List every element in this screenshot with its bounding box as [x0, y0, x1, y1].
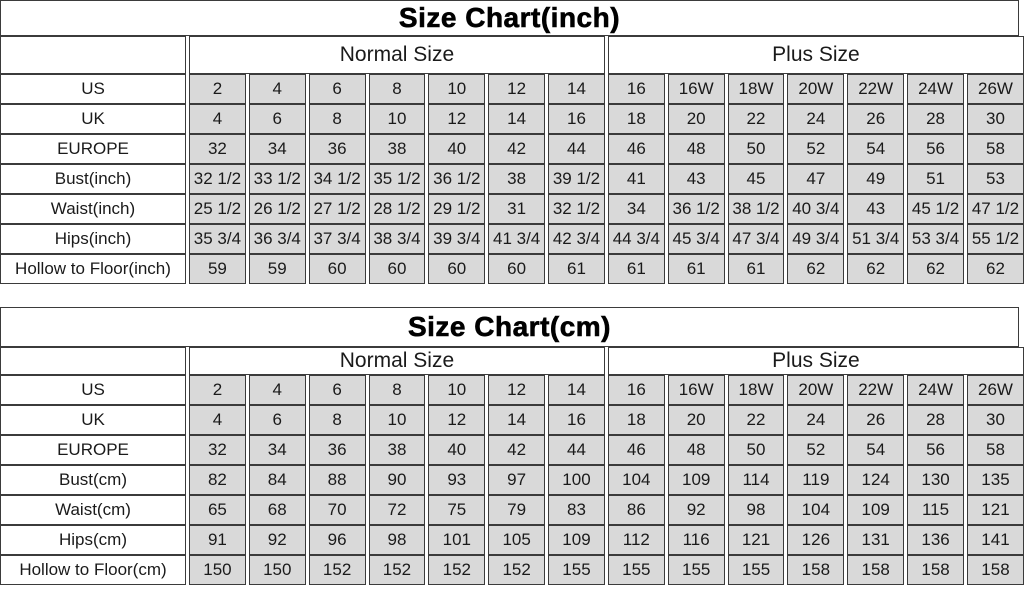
table-cell: 109: [548, 525, 605, 555]
table-cell: 22W: [847, 74, 904, 104]
group-header-row: [0, 36, 1024, 74]
table-cell: 135: [967, 465, 1024, 495]
table-cell: 51 3/4: [847, 224, 904, 254]
row-label: US: [0, 375, 186, 405]
table-row: [0, 405, 1024, 435]
table-cell: 24: [787, 405, 844, 435]
row-label: EUROPE: [0, 435, 186, 465]
table-cell: 158: [967, 555, 1024, 585]
size-chart-inch-title: Size Chart(inch): [0, 0, 1019, 36]
table-cell: 36: [309, 134, 366, 164]
table-cell: 34: [249, 134, 306, 164]
table-cell: 155: [668, 555, 725, 585]
table-cell: 6: [309, 375, 366, 405]
table-cell: 22: [728, 405, 785, 435]
table-cell: 97: [488, 465, 545, 495]
table-cell: 130: [907, 465, 964, 495]
table-cell: 8: [369, 375, 426, 405]
table-row: [0, 465, 1024, 495]
table-cell: 18: [608, 405, 665, 435]
row-label: US: [0, 74, 186, 104]
table-cell: 150: [249, 555, 306, 585]
row-label: Hips(inch): [0, 224, 186, 254]
table-cell: 32: [189, 435, 246, 465]
table-cell: 44: [548, 134, 605, 164]
table-cell: 28: [907, 405, 964, 435]
table-cell: 56: [907, 134, 964, 164]
table-cell: 45: [728, 164, 785, 194]
table-cell: 26 1/2: [249, 194, 306, 224]
table-cell: 20: [668, 405, 725, 435]
table-cell: 34: [608, 194, 665, 224]
size-chart-inch-section: [0, 0, 1019, 284]
row-label: Hollow to Floor(cm): [0, 555, 186, 585]
table-cell: 98: [369, 525, 426, 555]
table-cell: 42: [488, 435, 545, 465]
corner-cell: [0, 36, 186, 74]
table-cell: 47 3/4: [728, 224, 785, 254]
table-cell: 48: [668, 435, 725, 465]
table-cell: 75: [428, 495, 485, 525]
table-row: [0, 254, 1024, 284]
table-cell: 59: [189, 254, 246, 284]
row-label: Bust(inch): [0, 164, 186, 194]
table-cell: 155: [608, 555, 665, 585]
table-cell: 61: [608, 254, 665, 284]
table-cell: 14: [488, 405, 545, 435]
table-cell: 41: [608, 164, 665, 194]
table-cell: 52: [787, 134, 844, 164]
table-row: [0, 375, 1024, 405]
table-cell: 20W: [787, 74, 844, 104]
table-cell: 46: [608, 134, 665, 164]
table-cell: 50: [728, 134, 785, 164]
table-cell: 38 3/4: [369, 224, 426, 254]
group-header-row: [0, 347, 1024, 375]
table-cell: 18W: [728, 74, 785, 104]
table-cell: 45 3/4: [668, 224, 725, 254]
table-cell: 62: [847, 254, 904, 284]
table-cell: 14: [488, 104, 545, 134]
size-chart-cm-section: [0, 307, 1019, 585]
table-cell: 124: [847, 465, 904, 495]
row-label: EUROPE: [0, 134, 186, 164]
table-cell: 24: [787, 104, 844, 134]
table-cell: 121: [728, 525, 785, 555]
table-cell: 105: [488, 525, 545, 555]
table-cell: 40: [428, 435, 485, 465]
table-cell: 12: [428, 405, 485, 435]
table-cell: 38: [369, 134, 426, 164]
table-cell: 26W: [967, 74, 1024, 104]
table-cell: 54: [847, 134, 904, 164]
table-cell: 92: [249, 525, 306, 555]
table-cell: 10: [369, 405, 426, 435]
table-cell: 36 1/2: [428, 164, 485, 194]
table-cell: 31: [488, 194, 545, 224]
table-cell: 96: [309, 525, 366, 555]
table-cell: 72: [369, 495, 426, 525]
table-cell: 37 3/4: [309, 224, 366, 254]
table-cell: 93: [428, 465, 485, 495]
table-cell: 22W: [847, 375, 904, 405]
table-cell: 82: [189, 465, 246, 495]
row-label: Hollow to Floor(inch): [0, 254, 186, 284]
table-cell: 4: [189, 104, 246, 134]
table-cell: 20W: [787, 375, 844, 405]
table-cell: 25 1/2: [189, 194, 246, 224]
table-cell: 14: [548, 74, 605, 104]
table-cell: 126: [787, 525, 844, 555]
table-cell: 10: [428, 74, 485, 104]
table-cell: 39 1/2: [548, 164, 605, 194]
row-label: UK: [0, 405, 186, 435]
table-cell: 152: [309, 555, 366, 585]
table-cell: 61: [728, 254, 785, 284]
table-cell: 152: [428, 555, 485, 585]
table-row: [0, 194, 1024, 224]
table-cell: 10: [428, 375, 485, 405]
table-cell: 35 1/2: [369, 164, 426, 194]
table-cell: 38 1/2: [728, 194, 785, 224]
table-cell: 62: [967, 254, 1024, 284]
table-cell: 104: [608, 465, 665, 495]
table-cell: 58: [967, 134, 1024, 164]
table-cell: 152: [488, 555, 545, 585]
table-row: [0, 555, 1024, 585]
table-cell: 45 1/2: [907, 194, 964, 224]
column-group-header: Normal Size: [189, 347, 605, 375]
table-cell: 6: [309, 74, 366, 104]
table-cell: 52: [787, 435, 844, 465]
table-cell: 90: [369, 465, 426, 495]
table-cell: 16: [548, 405, 605, 435]
table-cell: 62: [907, 254, 964, 284]
table-cell: 60: [309, 254, 366, 284]
table-cell: 91: [189, 525, 246, 555]
table-cell: 14: [548, 375, 605, 405]
row-label: UK: [0, 104, 186, 134]
table-cell: 158: [847, 555, 904, 585]
table-row: [0, 104, 1024, 134]
table-cell: 104: [787, 495, 844, 525]
table-cell: 24W: [907, 74, 964, 104]
table-cell: 27 1/2: [309, 194, 366, 224]
table-cell: 68: [249, 495, 306, 525]
table-cell: 33 1/2: [249, 164, 306, 194]
table-cell: 18: [608, 104, 665, 134]
table-cell: 6: [249, 104, 306, 134]
table-cell: 18W: [728, 375, 785, 405]
table-cell: 92: [668, 495, 725, 525]
table-cell: 79: [488, 495, 545, 525]
row-label: Waist(cm): [0, 495, 186, 525]
table-cell: 61: [548, 254, 605, 284]
column-group-header: Plus Size: [608, 36, 1024, 74]
table-cell: 150: [189, 555, 246, 585]
table-cell: 16: [608, 375, 665, 405]
table-cell: 32 1/2: [548, 194, 605, 224]
table-cell: 8: [309, 405, 366, 435]
table-cell: 36: [309, 435, 366, 465]
table-cell: 141: [967, 525, 1024, 555]
table-cell: 51: [907, 164, 964, 194]
table-cell: 42 3/4: [548, 224, 605, 254]
table-cell: 32: [189, 134, 246, 164]
table-cell: 44 3/4: [608, 224, 665, 254]
table-row: [0, 435, 1024, 465]
table-cell: 32 1/2: [189, 164, 246, 194]
table-cell: 100: [548, 465, 605, 495]
table-cell: 41 3/4: [488, 224, 545, 254]
table-cell: 158: [787, 555, 844, 585]
table-cell: 65: [189, 495, 246, 525]
table-cell: 26: [847, 405, 904, 435]
table-cell: 44: [548, 435, 605, 465]
table-row: [0, 164, 1024, 194]
table-cell: 38: [369, 435, 426, 465]
table-cell: 53 3/4: [907, 224, 964, 254]
table-cell: 26: [847, 104, 904, 134]
table-cell: 131: [847, 525, 904, 555]
table-cell: 112: [608, 525, 665, 555]
column-group-header: Normal Size: [189, 36, 605, 74]
table-cell: 43: [847, 194, 904, 224]
table-cell: 83: [548, 495, 605, 525]
table-cell: 4: [249, 74, 306, 104]
table-cell: 88: [309, 465, 366, 495]
table-cell: 62: [787, 254, 844, 284]
table-cell: 16W: [668, 74, 725, 104]
table-cell: 109: [847, 495, 904, 525]
table-cell: 8: [309, 104, 366, 134]
table-cell: 16: [548, 104, 605, 134]
column-group-header: Plus Size: [608, 347, 1024, 375]
table-cell: 60: [428, 254, 485, 284]
table-cell: 12: [428, 104, 485, 134]
table-cell: 26W: [967, 375, 1024, 405]
table-cell: 121: [967, 495, 1024, 525]
table-cell: 86: [608, 495, 665, 525]
size-chart-inch-table: [0, 36, 1024, 284]
table-cell: 101: [428, 525, 485, 555]
table-cell: 34 1/2: [309, 164, 366, 194]
table-cell: 29 1/2: [428, 194, 485, 224]
table-cell: 115: [907, 495, 964, 525]
table-cell: 4: [189, 405, 246, 435]
table-cell: 4: [249, 375, 306, 405]
table-cell: 10: [369, 104, 426, 134]
table-cell: 47 1/2: [967, 194, 1024, 224]
table-cell: 12: [488, 375, 545, 405]
table-cell: 56: [907, 435, 964, 465]
row-label: Waist(inch): [0, 194, 186, 224]
table-cell: 155: [728, 555, 785, 585]
row-label: Bust(cm): [0, 465, 186, 495]
table-cell: 28: [907, 104, 964, 134]
table-cell: 61: [668, 254, 725, 284]
table-cell: 16: [608, 74, 665, 104]
table-cell: 39 3/4: [428, 224, 485, 254]
table-cell: 35 3/4: [189, 224, 246, 254]
table-cell: 36 1/2: [668, 194, 725, 224]
table-cell: 6: [249, 405, 306, 435]
size-chart-cm-title: Size Chart(cm): [0, 307, 1019, 347]
table-cell: 60: [488, 254, 545, 284]
table-cell: 59: [249, 254, 306, 284]
row-label: Hips(cm): [0, 525, 186, 555]
table-cell: 34: [249, 435, 306, 465]
table-cell: 8: [369, 74, 426, 104]
table-cell: 109: [668, 465, 725, 495]
table-row: [0, 134, 1024, 164]
table-row: [0, 74, 1024, 104]
table-cell: 49: [847, 164, 904, 194]
table-cell: 50: [728, 435, 785, 465]
table-cell: 46: [608, 435, 665, 465]
table-cell: 152: [369, 555, 426, 585]
table-cell: 158: [907, 555, 964, 585]
table-cell: 119: [787, 465, 844, 495]
table-cell: 28 1/2: [369, 194, 426, 224]
table-cell: 40 3/4: [787, 194, 844, 224]
table-cell: 30: [967, 104, 1024, 134]
table-cell: 22: [728, 104, 785, 134]
table-cell: 48: [668, 134, 725, 164]
table-cell: 98: [728, 495, 785, 525]
table-cell: 42: [488, 134, 545, 164]
table-cell: 84: [249, 465, 306, 495]
table-cell: 54: [847, 435, 904, 465]
table-cell: 60: [369, 254, 426, 284]
table-row: [0, 224, 1024, 254]
table-cell: 38: [488, 164, 545, 194]
table-cell: 20: [668, 104, 725, 134]
table-cell: 116: [668, 525, 725, 555]
table-cell: 53: [967, 164, 1024, 194]
table-cell: 40: [428, 134, 485, 164]
table-cell: 155: [548, 555, 605, 585]
table-cell: 2: [189, 74, 246, 104]
table-row: [0, 495, 1024, 525]
table-cell: 43: [668, 164, 725, 194]
table-cell: 24W: [907, 375, 964, 405]
size-chart-cm-table: [0, 347, 1024, 585]
table-cell: 16W: [668, 375, 725, 405]
table-cell: 114: [728, 465, 785, 495]
table-cell: 2: [189, 375, 246, 405]
table-cell: 55 1/2: [967, 224, 1024, 254]
corner-cell: [0, 347, 186, 375]
table-cell: 30: [967, 405, 1024, 435]
table-cell: 36 3/4: [249, 224, 306, 254]
table-cell: 70: [309, 495, 366, 525]
table-row: [0, 525, 1024, 555]
table-cell: 58: [967, 435, 1024, 465]
table-cell: 47: [787, 164, 844, 194]
table-cell: 49 3/4: [787, 224, 844, 254]
table-cell: 12: [488, 74, 545, 104]
table-cell: 136: [907, 525, 964, 555]
